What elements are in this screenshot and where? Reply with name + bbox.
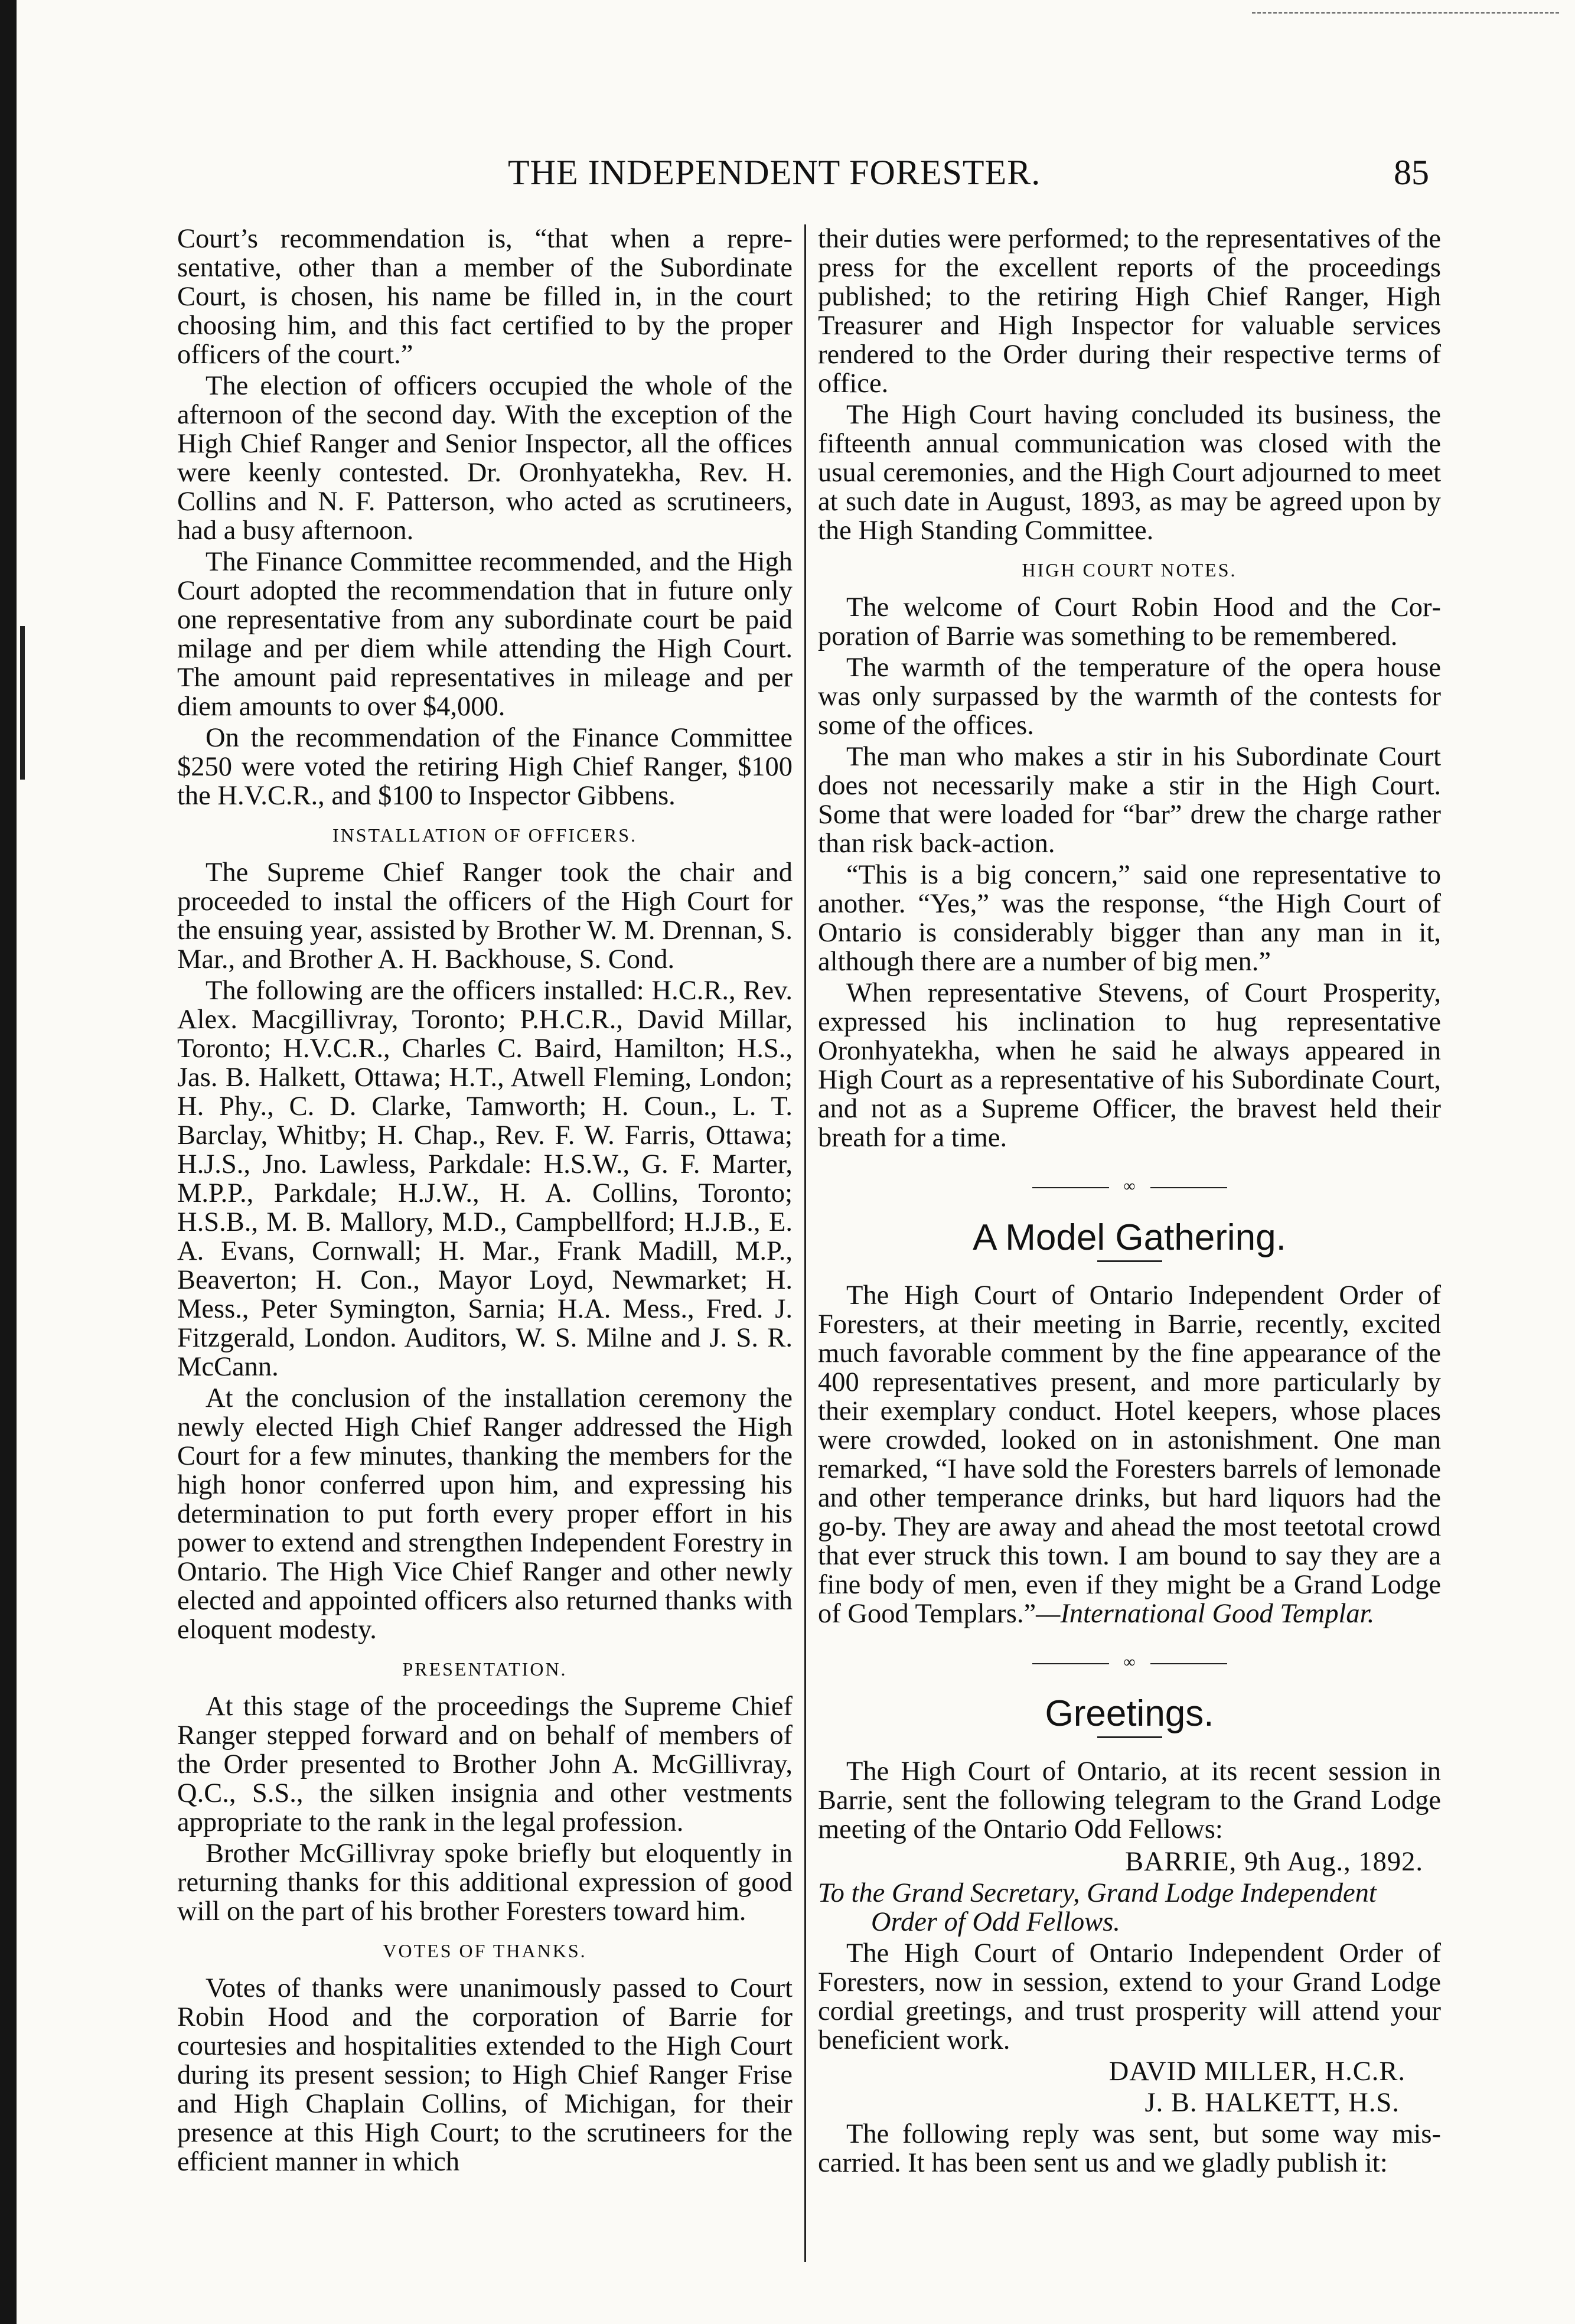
ornament-rule-right	[1150, 1187, 1227, 1188]
headline-rule	[1097, 1260, 1162, 1262]
paragraph-text: The High Court of Ontario Independent Order of Foresters, at their meeting in Barrie, recently, excited much favorable comment by the fine appearance of the 400 representatives present, and more particularly by their exemplary conduct. Hotel keepers, whose places were crowded, looked on in astonishment. One man remarked, “I have sold the Foresters barrels of lemonade and other temperance drinks, but hard liquors had the go-by. They are away and ahead the most teetotal crowd that ever struck this town. I am bound to say they are a fine body of men, even if they might be a Grand Lodge of Good Templars.”	[818, 1280, 1441, 1629]
signature-line: DAVID MILLER, H.C.R.	[1108, 2056, 1406, 2087]
quote-attribution: —International Good Templar.	[1036, 1599, 1375, 1629]
page-binding-edge	[0, 0, 17, 2324]
paragraph: On the recommendation of the Finance Committee $250 were voted the retiring High Chief Ranger, $100 the H.V.C.R., and $100 to Inspector Gibbens.	[177, 723, 793, 811]
paragraph	[818, 1281, 1441, 1628]
article-headline-model-gathering: A Model Gathering.	[973, 1217, 1286, 1258]
column-divider	[804, 224, 806, 2262]
headline-rule	[1097, 1736, 1162, 1738]
left-column	[177, 224, 793, 2179]
section-ornament	[1032, 1652, 1227, 1676]
paragraph: The following reply was sent, but some way miscarried. It has been sent us and we gladly publish it:	[818, 2119, 1441, 2178]
page-number: 85	[1394, 153, 1429, 192]
paragraph: “This is a big concern,” said one representative to another. “Yes,” was the response, “the High Court of Ontario is considerably bigger than any man in it, although there are a number of big men.”	[818, 860, 1441, 977]
telegram-dateline: BARRIE, 9th Aug., 1892.	[1125, 1847, 1423, 1877]
paragraph: The following are the officers installed: H.C.R., Rev. Alex. Macgillivray, Toronto; P.H.C.R., David Millar, Toronto; H.V.C.R., Charles C. Baird, Hamilton; H.S., Jas. B. Halkett, Ottawa; H.T., Atwell Fleming, London; H. Phy., C. D. Clarke, Tamworth; H. Coun., L. T. Barclay, Whitby; H. Chap., Rev. F. W. Farris, Ottawa; H.J.S., Jno. Lawless, Parkdale: H.S.W., G. F. Marter, M.P.P., Parkdale; H.J.W., H. A. Collins, Toronto; H.S.B., M. B. Mallory, M.D., Campbellford; H.J.B., E. A. Evans, Cornwall; H. Mar., Frank Madill, M.P., Beaverton; H. Con., Mayor Loyd, Newmarket; H. Mess., Peter Symington, Sarnia; H.A. Mess., Fred. J. Fitzgerald, London. Auditors, W. S. Milne and J. S. R. McCann.	[177, 976, 793, 1382]
paragraph: The welcome of Court Robin Hood and the Corporation of Barrie was something to be remembered.	[818, 592, 1441, 651]
paragraph: Votes of thanks were unanimously passed to Court Robin Hood and the corporation of Barrie for courtesies and hospitalities extended to the High Court during its present session; to High Chief Ranger Frise and High Chaplain Collins, of Michigan, for their presence at this High Court; to the scrutineers for the efficient manner in which	[177, 1973, 793, 2177]
section-ornament	[1032, 1176, 1227, 1200]
section-heading-installation: INSTALLATION OF OFFICERS.	[332, 824, 638, 846]
paragraph: The High Court having concluded its business, the fifteenth annual communication was closed with the usual ceremonies, and the High Court adjourned to meet at such date in August, 1893, as may be agreed upon by the High Standing Committee.	[818, 400, 1441, 546]
running-head	[508, 152, 1429, 200]
paragraph: When representative Stevens, of Court Prosperity, expressed his inclination to hug representative Oronhyatekha, when he said he always appeared in High Court as a representative of his Subordinate Court, and not as a Supreme Officer, the bravest held their breath for a time.	[818, 978, 1441, 1153]
paragraph: Court’s recommendation is, “that when a representative, other than a member of the Subordinate Court, is chosen, his name be filled in, in the court choosing him, and this fact certified to by the proper officers of the court.”	[177, 224, 793, 370]
ornament-rule-left	[1032, 1187, 1109, 1188]
paragraph: The Supreme Chief Ranger took the chair and proceeded to instal the officers of the High Court for the ensuing year, assisted by Brother W. M. Drennan, S. Mar., and Brother A. H. Backhouse, S. Cond.	[177, 858, 793, 974]
address-line: To the Grand Secretary, Grand Lodge Independent	[818, 1878, 1377, 1908]
running-title: THE INDEPENDENT FORESTER.	[508, 153, 1041, 192]
section-heading-votes: VOTES OF THANKS.	[383, 1940, 587, 1961]
paragraph: their duties were performed; to the representatives of the press for the excellent reports of the proceedings published; to the retiring High Chief Ranger, High Treasurer and High Inspector for valuable services rendered to the Order during their respective terms of office.	[818, 224, 1441, 399]
section-heading-notes: HIGH COURT NOTES.	[1022, 559, 1237, 581]
scan-artifact-line	[1252, 12, 1559, 15]
ornament-rule-left	[1032, 1663, 1109, 1664]
paragraph: Brother McGillivray spoke briefly but eloquently in returning thanks for this additional expression of good will on the part of his brother Foresters toward him.	[177, 1839, 793, 1927]
ornament-mark: ∞	[1123, 1653, 1136, 1671]
article-headline-greetings: Greetings.	[1045, 1693, 1214, 1734]
paragraph: The Finance Committee recommended, and the High Court adopted the recommendation that in future only one representative from any subordinate court be paid milage and per diem while attending the High Court. The amount paid representatives in mileage and per diem amounts to over $4,000.	[177, 547, 793, 722]
right-column	[818, 224, 1441, 2180]
binding-mark	[20, 626, 25, 780]
paragraph: At this stage of the proceedings the Supreme Chief Ranger stepped forward and on behalf of members of the Order presented to Brother John A. McGillivray, Q.C., S.S., the silken insignia and other vestments appropriate to the rank in the legal profession.	[177, 1691, 793, 1837]
paragraph: The High Court of Ontario Independent Order of Foresters, now in session, extend to your Grand Lodge cordial greetings, and trust prosperity will attend your beneficient work.	[818, 1938, 1441, 2055]
paragraph: At the conclusion of the installation ceremony the newly elected High Chief Ranger addressed the High Court for a few minutes, thanking the members for the high honor conferred upon him, and expressing his determination to put forth every proper effort in his power to extend and strengthen Independent Forestry in Ontario. The High Vice Chief Ranger and other newly elected and appointed officers also returned thanks with eloquent modesty.	[177, 1383, 793, 1645]
paragraph: The man who makes a stir in his Subordinate Court does not necessarily make a stir in the High Court. Some that were loaded for “bar” drew the charge rather than risk back-action.	[818, 742, 1441, 859]
signature-line: J. B. HALKETT, H.S.	[1144, 2088, 1400, 2118]
address-line: Order of Odd Fellows.	[871, 1907, 1120, 1937]
ornament-rule-right	[1150, 1663, 1227, 1664]
paragraph: The election of officers occupied the whole of the afternoon of the second day. With the exception of the High Chief Ranger and Senior Inspector, all the offices were keenly contested. Dr. Oronhyatekha, Rev. H. Collins and N. F. Patterson, who acted as scrutineers, had a busy afternoon.	[177, 371, 793, 546]
telegram-address	[818, 1879, 1441, 1937]
paragraph: The High Court of Ontario, at its recent session in Barrie, sent the following telegram to the Grand Lodge meeting of the Ontario Odd Fellows:	[818, 1756, 1441, 1844]
section-heading-presentation: PRESENTATION.	[402, 1658, 568, 1680]
paragraph: The warmth of the temperature of the opera house was only surpassed by the warmth of the contests for some of the offices.	[818, 653, 1441, 741]
ornament-mark: ∞	[1123, 1177, 1136, 1195]
